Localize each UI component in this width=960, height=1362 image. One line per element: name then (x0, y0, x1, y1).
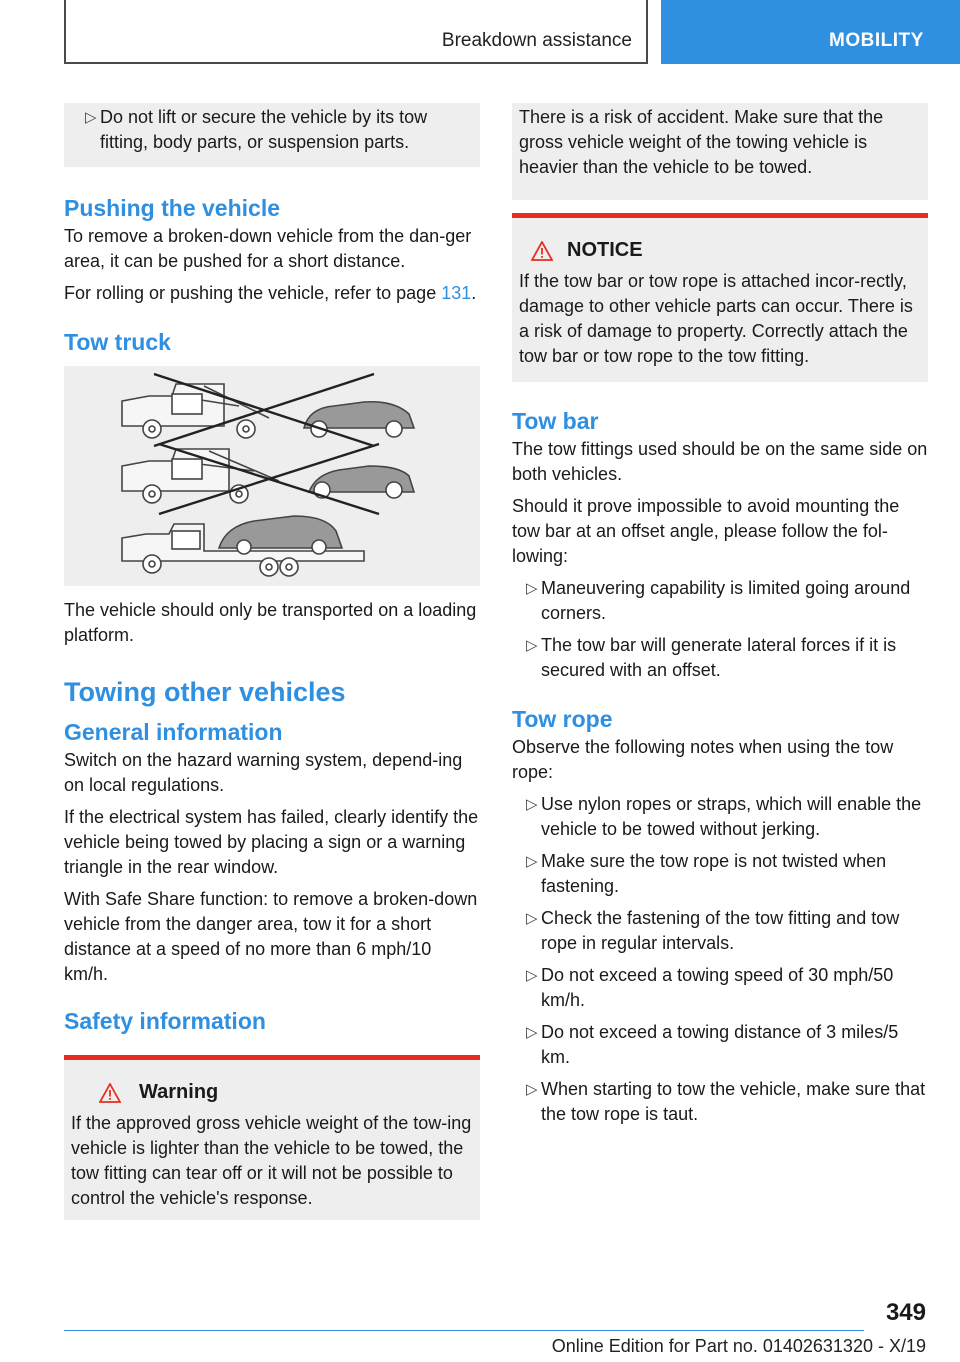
paragraph: With Safe Share function: to remove a broken-down vehicle from the danger area, tow it for a short distance at a speed of no more than 6 mph/10 km/h. (64, 889, 478, 984)
paragraph: Switch on the hazard warning system, depend-ing on local regulations. (64, 750, 463, 795)
triangle-bullet-icon: ▷ (526, 967, 538, 984)
list-item: ▷ Do not exceed a towing speed of 30 mph/50 km/h. (512, 963, 928, 1013)
continued-note-box (64, 103, 480, 167)
warning-triangle-icon (99, 1083, 121, 1103)
triangle-bullet-icon: ▷ (526, 1081, 538, 1098)
warning-title: Warning (139, 1081, 219, 1103)
list-item: ▷ The tow bar will generate lateral forces if it is secured with an offset. (512, 633, 928, 683)
list-item: ▷ Do not lift or secure the vehicle by its tow fitting, body parts, or suspension parts. (71, 105, 470, 155)
page-number: 349 (885, 1299, 926, 1326)
paragraph: To remove a broken-down vehicle from the dan-ger area, it can be pushed for a short distance. (64, 226, 472, 271)
paragraph: For rolling or pushing the vehicle, refer to page 131. (64, 283, 477, 303)
tow-truck-illustration (64, 366, 480, 586)
triangle-bullet-icon: ▷ (526, 1024, 538, 1041)
footer-divider (64, 1330, 864, 1331)
triangle-bullet-icon: ▷ (526, 637, 538, 654)
heading-towing-other-vehicles: Towing other vehicles (64, 677, 346, 707)
right-column (512, 103, 928, 1134)
tow-truck-caption: The vehicle should only be transported on a loading platform. (64, 600, 477, 645)
warning-triangle-icon (531, 241, 553, 261)
warning-continued-text: There is a risk of accident. Make sure that the gross vehicle weight of the towing vehicle is heavier than the vehicle to be towed. (519, 107, 884, 177)
header-section-title: Breakdown assistance (441, 30, 632, 51)
footer-edition: Online Edition for Part no. 01402631320 - X/19 (551, 1336, 926, 1356)
paragraph: The tow fittings used should be on the same side on both vehicles. (512, 439, 928, 484)
list-item: ▷ Maneuvering capability is limited going around corners. (512, 576, 928, 626)
triangle-bullet-icon: ▷ (526, 853, 538, 870)
paragraph: Should it prove impossible to avoid mounting the tow bar at an offset angle, please follow the fol-lowing: (512, 496, 900, 566)
paragraph: Observe the following notes when using the tow rope: (512, 737, 894, 782)
notice-callout (512, 213, 928, 382)
heading-pushing-vehicle: Pushing the vehicle (64, 195, 280, 221)
warning-callout (64, 1055, 480, 1220)
warning-continued-box (512, 103, 928, 200)
list-item: ▷ When starting to tow the vehicle, make sure that the tow rope is taut. (512, 1077, 928, 1127)
tow-truck-diagram-icon (64, 366, 480, 586)
heading-tow-bar: Tow bar (512, 408, 599, 434)
triangle-bullet-icon: ▷ (85, 109, 97, 126)
heading-tow-rope: Tow rope (512, 706, 613, 732)
heading-tow-truck: Tow truck (64, 329, 171, 355)
list-item: ▷ Check the fastening of the tow fitting and tow rope in regular intervals. (512, 906, 928, 956)
triangle-bullet-icon: ▷ (526, 580, 538, 597)
list-item: ▷ Use nylon ropes or straps, which will enable the vehicle to be towed without jerking. (512, 792, 928, 842)
header-section-box (64, 0, 648, 64)
warning-text: If the approved gross vehicle weight of the tow-ing vehicle is lighter than the vehicle to be towed, the tow fitting can tear off or it will not be possible to control the vehicle's response. (71, 1113, 472, 1208)
page-link[interactable]: 131 (441, 283, 472, 303)
heading-general-information: General information (64, 719, 283, 745)
heading-safety-information: Safety information (64, 1008, 266, 1034)
notice-text: If the tow bar or tow rope is attached incor-rectly, damage to other vehicle parts can occur. There is a risk of damage to property. Correctly attach the tow bar or tow rope to the tow fitting. (519, 271, 913, 366)
list-item: ▷ Do not exceed a towing distance of 3 miles/5 km. (512, 1020, 928, 1070)
left-column (64, 103, 480, 1220)
triangle-bullet-icon: ▷ (526, 796, 538, 813)
list-item: ▷ Make sure the tow rope is not twisted when fastening. (512, 849, 928, 899)
header-chapter-tab (661, 0, 960, 64)
notice-title: NOTICE (567, 239, 643, 261)
header-chapter-label: MOBILITY (829, 30, 924, 51)
paragraph: If the electrical system has failed, clearly identify the vehicle being towed by placing a sign or a warning triangle in the rear window. (64, 807, 479, 877)
triangle-bullet-icon: ▷ (526, 910, 538, 927)
